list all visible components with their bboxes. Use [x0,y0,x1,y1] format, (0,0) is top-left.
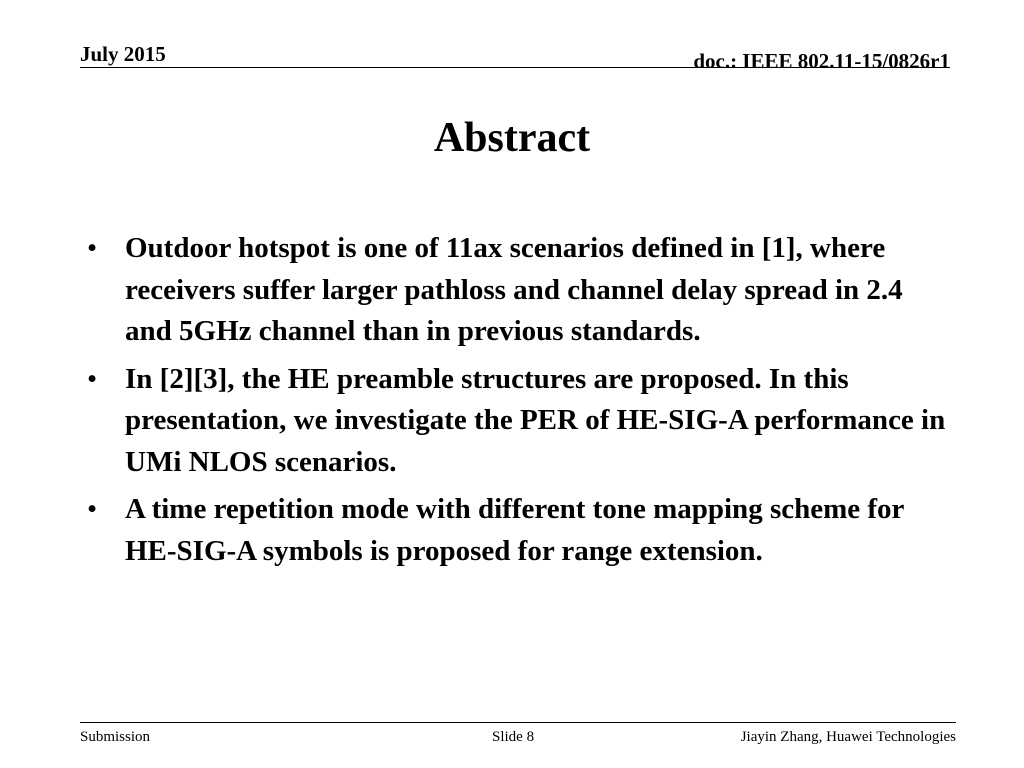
footer-slide-number: Slide 8 [492,729,535,745]
bullet-item [87,359,947,484]
bullet-text: Outdoor hotspot is one of 11ax scenarios defined in [1], where receivers suffer larger pathloss and channel delay spread in 2.4 and 5GHz channel than in previous standards. [125,232,903,347]
bullet-item [87,228,947,353]
header-divider [80,67,950,68]
footer-author: Jiayin Zhang, Huawei Technologies [740,729,956,745]
bullet-icon: • [87,493,98,525]
bullet-icon: • [87,362,98,395]
bullet-icon: • [87,232,98,264]
bullet-text: A time repetition mode with different tone mapping scheme for HE-SIG-A symbols is proposed for range extension. [125,493,904,567]
footer-submission: Submission [80,729,151,745]
bullet-text: In [2][3], the HE preamble structures are proposed. In this presentation, we investigate the PER of HE-SIG-A performance in UMi NLOS scenarios. [125,362,946,478]
header-date: July 2015 [80,42,166,66]
bullet-item [87,489,947,572]
footer-divider [80,722,956,723]
header-doc-id: doc.: IEEE 802.11-15/0826r1 [693,49,950,73]
bullet-list [87,228,947,578]
slide-title: Abstract [433,115,591,161]
